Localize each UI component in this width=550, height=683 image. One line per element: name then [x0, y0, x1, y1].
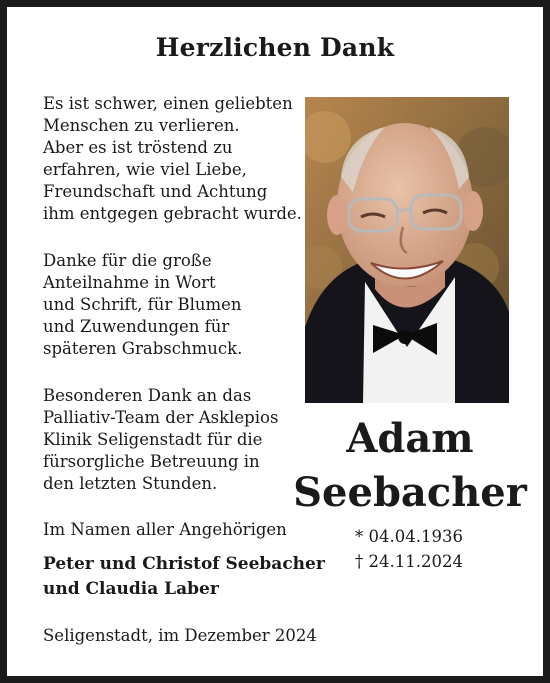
card-title: Herzlichen Dank [155, 33, 395, 62]
signer-line: Peter und Christof Seebacher [43, 554, 325, 574]
on-behalf-line: Im Namen aller Angehörigen [43, 520, 287, 539]
place-and-date: Seligenstadt, im Dezember 2024 [43, 626, 317, 645]
paragraph-thanks: Danke für die große Anteilnahme in Wort und Schrift, für Blumen und Zuwendungen für späteren Grabschmuck. [43, 251, 243, 358]
signer-line: und Claudia Laber [43, 579, 219, 599]
birth-date: * 04.04.1936 [355, 527, 463, 546]
deceased-last-name: Seebacher [293, 469, 527, 516]
life-dates [355, 524, 463, 574]
paragraph-special-thanks: Besonderen Dank an das Palliativ-Team der Asklepios Klinik Seligenstadt für die fürsorgliche Betreuung in den letzten Stunden. [43, 386, 279, 493]
deceased-first-name: Adam [346, 415, 474, 462]
death-date: † 24.11.2024 [355, 552, 463, 571]
paragraph-condolence: Es ist schwer, einen geliebten Menschen zu verlieren. Aber es ist tröstend zu erfahren, wie viel Liebe, Freundschaft und Achtung ihm entgegen gebracht wurde. [43, 94, 302, 223]
portrait-photo [305, 97, 509, 403]
signers [43, 552, 325, 602]
